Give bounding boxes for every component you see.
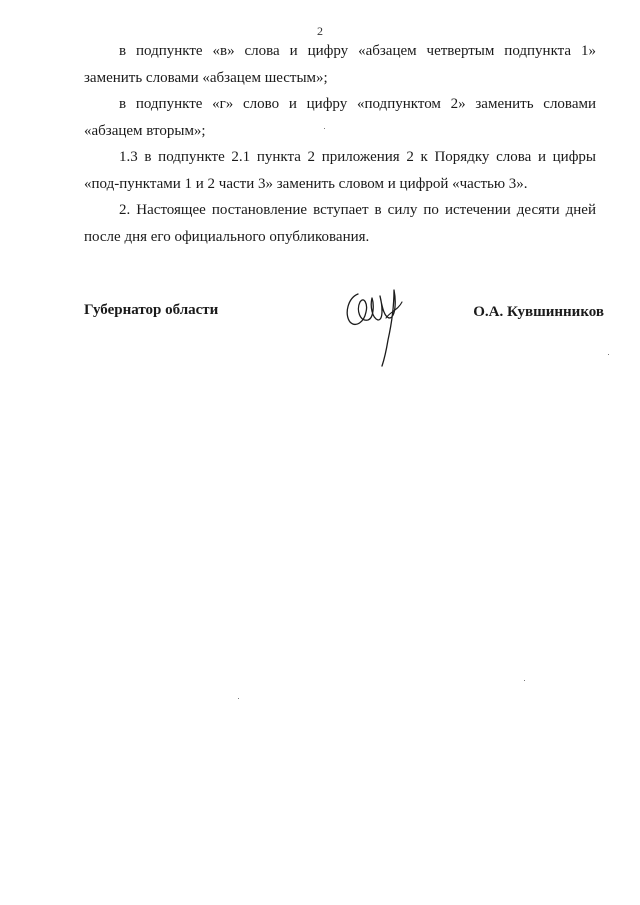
scan-speck bbox=[238, 698, 239, 699]
paragraph-2: в подпункте «г» слово и цифру «подпунктом 2» заменить словами «абзацем вторым»; bbox=[84, 96, 596, 139]
paragraph-4: 2. Настоящее постановление вступает в силу по истечении десяти дней после дня его официального опубликования. bbox=[84, 202, 596, 245]
signatory-title: Губернатор области bbox=[84, 302, 219, 318]
scan-speck bbox=[608, 354, 609, 355]
signatory-name: О.А. Кувшинников bbox=[473, 304, 604, 320]
signature-block bbox=[84, 300, 604, 370]
scan-speck bbox=[324, 128, 325, 129]
paragraph-1: в подпункте «в» слова и цифру «абзацем четвертым подпункта 1» заменить словами «абзацем шестым»; bbox=[84, 43, 596, 86]
document-body bbox=[84, 38, 596, 250]
page-number: 2 bbox=[317, 24, 323, 38]
handwritten-signature bbox=[342, 282, 412, 372]
scan-speck bbox=[524, 680, 525, 681]
paragraph-3: 1.3 в подпункте 2.1 пункта 2 приложения 2 к Порядку слова и цифры «под-пунктами 1 и 2 части 3» заменить словом и цифрой «частью 3». bbox=[84, 149, 596, 192]
